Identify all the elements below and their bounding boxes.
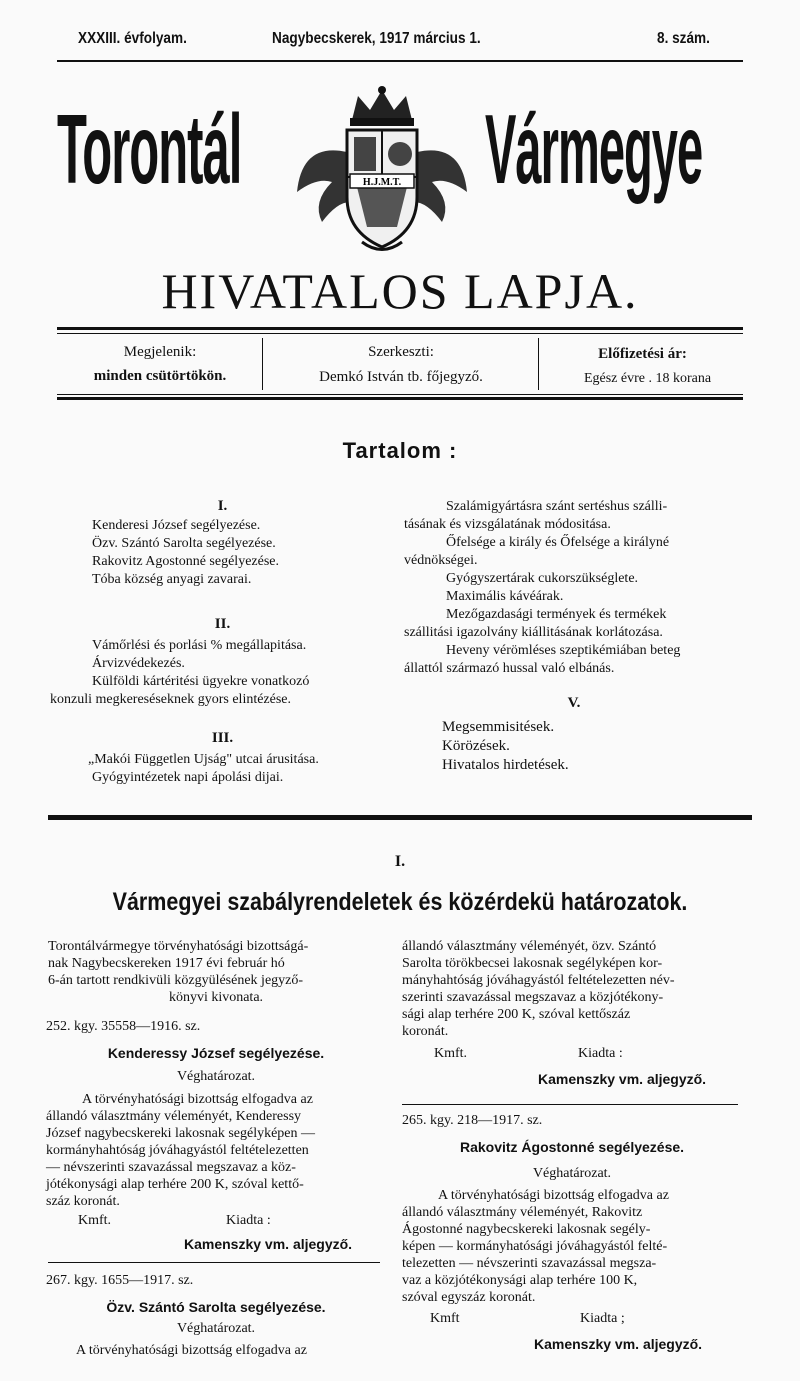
intro-line: könyvi kivonata. <box>168 990 264 1005</box>
toc-right-column <box>404 498 744 775</box>
info-divider-1 <box>262 338 263 390</box>
article-3-signature-row <box>402 1071 742 1089</box>
article-3-reference: 267. kgy. 1655—1917. sz. <box>46 1273 194 1288</box>
toc-item: Gyógyintézetek napi ápolási dijai. <box>92 770 284 785</box>
article-2-line: állandó választmány véleményét, Rakovitz <box>402 1205 643 1220</box>
article-2-reference: 265. kgy. 218—1917. sz. <box>402 1113 543 1128</box>
toc-item: Kenderesi József segélyezése. <box>92 518 261 533</box>
editor-value: Demkó István tb. főjegyző. <box>319 369 483 385</box>
section-divider <box>48 815 752 820</box>
article-1-line: — névszerinti szavazással megszavaz a köz- <box>46 1160 296 1175</box>
section-title: Vármegyei szabályrendeletek és közérdekü határozatok. <box>112 888 688 916</box>
info-rule-top-thin <box>57 333 743 334</box>
article-1-line: A törvényhatósági bizottság elfogadva az <box>82 1092 313 1107</box>
toc-section-5: V. <box>567 695 581 711</box>
article-2-line: szóval egyszáz koronát. <box>402 1290 536 1305</box>
toc-section-2: II. <box>214 616 231 632</box>
article-3-continued: sági alap terhére 200 K, szóval kettőszáz <box>402 1007 631 1022</box>
toc-title: Tartalom : <box>342 438 458 463</box>
article-1-title: Kenderessy József segélyezése. <box>107 1045 325 1061</box>
article-2-line: telezetten — névszerinti szavazással megsza- <box>402 1256 657 1271</box>
article-3-continued: állandó választmány véleményét, özv. Szántó <box>402 939 657 954</box>
article-3-continued: Sarolta törökbecsei lakosnak segélyképen kor- <box>402 956 663 971</box>
masthead-title-right: Vármegye <box>485 94 703 204</box>
article-2-line: vaz a közjótékonysági alap terhére 100 K, <box>402 1273 638 1288</box>
appears-label: Megjelenik: <box>123 344 197 360</box>
body-left-column-2 <box>46 1272 386 1360</box>
article-2-subtitle: Véghatározat. <box>532 1166 612 1181</box>
article-1-line: József nagybecskereki lakosnak segélyképen — <box>46 1126 316 1141</box>
info-rule-top <box>57 327 743 330</box>
coat-of-arms <box>292 82 472 257</box>
article-2-line: képen — kormányhatósági jóváhagyástól felté- <box>402 1239 668 1254</box>
article-1-line: kormányhahtóság jóváhagyástól feltételezetten <box>46 1143 309 1158</box>
body-right-column <box>402 938 742 1089</box>
price-label: Előfizetési ár: <box>598 346 687 362</box>
article-2-signature: Kamenszky vm. aljegyző. <box>534 1336 703 1352</box>
article-divider-right <box>402 1104 738 1105</box>
place-date: Nagybecskerek, 1917 március 1. <box>272 30 481 47</box>
article-2-line: A törvényhatósági bizottság elfogadva az <box>438 1188 669 1203</box>
article-1-reference: 252. kgy. 35558—1916. sz. <box>46 1019 201 1034</box>
article-3-continued: koronát. <box>402 1024 449 1039</box>
article-1-subtitle: Véghatározat. <box>176 1069 256 1084</box>
toc-item: Őfelsége a király és Őfelsége a királyné <box>446 535 670 550</box>
body-right-column-2 <box>402 1112 742 1354</box>
article-1-signature: Kamenszky vm. aljegyző. <box>184 1236 353 1252</box>
article-2-kmft: Kmft <box>430 1311 460 1326</box>
article-2-line: Ágostonné nagybecskereki lakosnak segély- <box>402 1222 651 1237</box>
article-3-subtitle: Véghatározat. <box>176 1321 256 1336</box>
price-value: Egész évre . 18 korana <box>583 371 712 386</box>
toc-item: Özv. Szántó Sarolta segélyezése. <box>92 536 276 551</box>
toc-section-1: I. <box>217 498 228 514</box>
intro-line: 6-án tartott rendkivüli közgyülésének jegyző- <box>48 973 304 988</box>
toc-left-column <box>50 497 395 787</box>
article-1-line: állandó választmány véleményét, Kenderessy <box>46 1109 302 1124</box>
editor-label: Szerkeszti: <box>368 344 434 360</box>
article-1-kmft: Kmft. <box>78 1213 112 1228</box>
issue-number: 8. szám. <box>657 30 710 47</box>
article-3-kmft: Kmft. <box>434 1046 468 1061</box>
intro-line: Torontálvármegye törvényhatósági bizottságá- <box>48 939 309 954</box>
info-rule-bottom <box>57 397 743 400</box>
article-1-line: száz koronát. <box>46 1194 120 1209</box>
masthead-subtitle: HIVATALOS LAPJA. <box>161 263 639 319</box>
toc-item: Tóba község anyagi zavarai. <box>92 572 252 587</box>
body-left-column <box>46 938 386 1254</box>
appears-value: minden csütörtökön. <box>93 368 227 384</box>
toc-item: állattól származó hussal való elbánás. <box>404 661 615 676</box>
toc-item: szállitási igazolvány kiállitásának korlátozása. <box>404 625 663 640</box>
toc-item: védnökségei. <box>404 553 478 568</box>
masthead-title-left: Torontál <box>57 94 242 204</box>
toc-item: Maximális kávéárak. <box>446 589 564 604</box>
toc-item: Hivatalos hirdetések. <box>442 757 569 773</box>
article-3-line: A törvényhatósági bizottság elfogadva az <box>76 1343 307 1358</box>
toc-section-3: III. <box>211 730 234 746</box>
article-3-continued: szerinti szavazással megszavaz a közjótékony- <box>402 990 664 1005</box>
article-divider-left <box>48 1262 380 1263</box>
info-divider-2 <box>538 338 539 390</box>
toc-item: Rakovitz Agostonné segélyezése. <box>92 554 280 569</box>
article-1-kiadta: Kiadta : <box>226 1213 271 1228</box>
article-3-title: Özv. Szántó Sarolta segélyezése. <box>106 1299 326 1315</box>
article-3-continued: mányhahtóság jóváhagyástól feltételezetten név- <box>402 973 675 988</box>
toc-item: Gyógyszertárak cukorszükséglete. <box>446 571 639 586</box>
toc-item: Külföldi kártéritési ügyekre vonatkozó <box>92 674 310 689</box>
article-3-kiadta: Kiadta : <box>578 1046 623 1061</box>
header-rule <box>57 60 743 62</box>
toc-item: Mezőgazdasági termények és termékek <box>446 607 667 622</box>
toc-item: Megsemmisitések. <box>442 719 555 735</box>
article-3-signature: Kamenszky vm. aljegyző. <box>538 1071 707 1087</box>
toc-item: Szalámigyártásra szánt sertéshus szálli- <box>446 499 668 514</box>
article-2-title: Rakovitz Ágostonné segélyezése. <box>459 1139 685 1155</box>
toc-item: konzuli megkereséseknek gyors elintézése. <box>50 692 292 707</box>
article-2-kiadta: Kiadta ; <box>580 1311 625 1326</box>
info-rule-bottom-thin <box>57 394 743 395</box>
article-2-signature-row <box>402 1336 742 1354</box>
section-number: I. <box>394 853 406 870</box>
toc-item: Árvizvédekezés. <box>92 656 185 671</box>
intro-line: nak Nagybecskereken 1917 évi február hó <box>48 956 285 971</box>
article-1-signature-row <box>46 1236 386 1254</box>
article-1-line: jótékonysági alap terhére 200 K, szóval kettő- <box>46 1177 304 1192</box>
toc-item: Heveny vérömléses szeptikémiában beteg <box>446 643 681 658</box>
toc-item: Vámőrlési és porlási % megállapitása. <box>92 638 307 653</box>
toc-item: Körözések. <box>442 738 510 754</box>
crest-lettering: H.J.M.T. <box>362 177 402 188</box>
toc-item: tásának és vizsgálatának módositása. <box>404 517 611 532</box>
toc-item: „Makói Független Ujság" utcai árusitása. <box>88 752 319 767</box>
volume-label: XXXIII. évfolyam. <box>78 30 187 47</box>
